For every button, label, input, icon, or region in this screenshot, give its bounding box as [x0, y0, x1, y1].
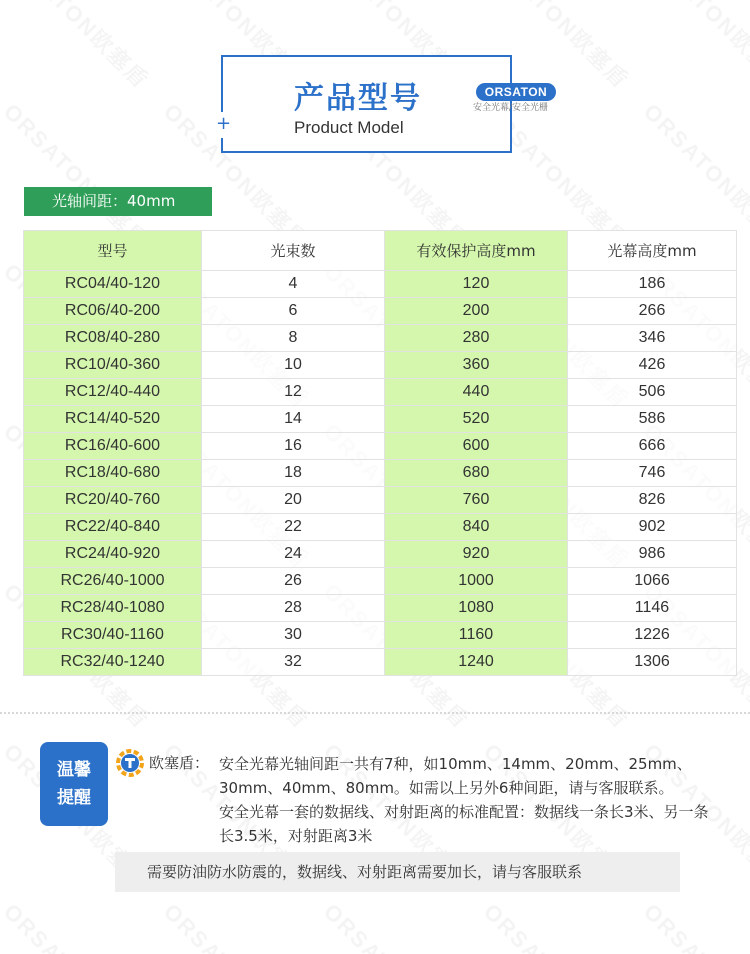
plus-icon: + [216, 113, 232, 134]
cell-beam-count: 4 [202, 271, 385, 298]
tip-badge-line2: 提醒 [57, 788, 91, 808]
cell-protection-height: 440 [385, 379, 568, 406]
table-row [24, 271, 737, 298]
cell-beam-count: 8 [202, 325, 385, 352]
cell-model: RC26/40-1000 [24, 568, 202, 595]
tip-line-config: 安全光幕一套的数据线、对射距离的标准配置：数据线一条长3米、另一条长3.5米，对射距离3米 [219, 803, 709, 845]
table-row [24, 487, 737, 514]
cell-beam-count: 24 [202, 541, 385, 568]
cell-beam-count: 6 [202, 298, 385, 325]
watermark-text [0, 896, 157, 954]
tip-brand-name: 欧塞盾： [149, 754, 210, 772]
cell-curtain-height: 666 [568, 433, 737, 460]
cell-beam-count: 20 [202, 487, 385, 514]
cell-curtain-height: 266 [568, 298, 737, 325]
cell-protection-height: 760 [385, 487, 568, 514]
header-model: 型号 [24, 231, 202, 271]
cell-beam-count: 32 [202, 649, 385, 676]
cell-protection-height: 200 [385, 298, 568, 325]
header-beam-count: 光束数 [202, 231, 385, 271]
cell-beam-count: 16 [202, 433, 385, 460]
cell-model: RC28/40-1080 [24, 595, 202, 622]
cell-protection-height: 120 [385, 271, 568, 298]
cell-model: RC30/40-1160 [24, 622, 202, 649]
cell-protection-height: 1160 [385, 622, 568, 649]
table-row [24, 595, 737, 622]
cell-beam-count: 30 [202, 622, 385, 649]
table-row [24, 514, 737, 541]
cell-model: RC22/40-840 [24, 514, 202, 541]
table-row [24, 406, 737, 433]
table-row [24, 460, 737, 487]
axis-spacing-label: 光轴间距：40mm [24, 187, 212, 216]
cell-model: RC10/40-360 [24, 352, 202, 379]
tip-text [219, 752, 719, 848]
cell-model: RC24/40-920 [24, 541, 202, 568]
cell-beam-count: 14 [202, 406, 385, 433]
watermark-text [0, 0, 157, 95]
cell-curtain-height: 346 [568, 325, 737, 352]
cell-beam-count: 18 [202, 460, 385, 487]
cell-curtain-height: 186 [568, 271, 737, 298]
cell-curtain-height: 426 [568, 352, 737, 379]
cell-model: RC20/40-760 [24, 487, 202, 514]
cell-protection-height: 520 [385, 406, 568, 433]
cell-curtain-height: 1226 [568, 622, 737, 649]
cell-protection-height: 1000 [385, 568, 568, 595]
cell-curtain-height: 986 [568, 541, 737, 568]
cell-curtain-height: 586 [568, 406, 737, 433]
cell-protection-height: 1240 [385, 649, 568, 676]
cell-curtain-height: 746 [568, 460, 737, 487]
cell-protection-height: 920 [385, 541, 568, 568]
cell-model: RC06/40-200 [24, 298, 202, 325]
cell-protection-height: 1080 [385, 595, 568, 622]
watermark-text [157, 896, 316, 954]
page-subtitle: Product Model [294, 118, 404, 137]
table-row [24, 352, 737, 379]
product-model-table [23, 230, 737, 676]
table-row [24, 325, 737, 352]
cell-model: RC14/40-520 [24, 406, 202, 433]
watermark-text [477, 896, 636, 954]
tip-line-spacing: 安全光幕光轴间距一共有7种，如10mm、14mm、20mm、25mm、30mm、40mm、80mm。如需以上另外6种间距，请与客服联系。 [219, 755, 692, 797]
table-row [24, 433, 737, 460]
watermark-text [637, 0, 750, 95]
cell-curtain-height: 826 [568, 487, 737, 514]
cell-curtain-height: 506 [568, 379, 737, 406]
cell-model: RC08/40-280 [24, 325, 202, 352]
cell-curtain-height: 1306 [568, 649, 737, 676]
cell-curtain-height: 1066 [568, 568, 737, 595]
table-row [24, 379, 737, 406]
cell-beam-count: 12 [202, 379, 385, 406]
cell-protection-height: 840 [385, 514, 568, 541]
cell-beam-count: 28 [202, 595, 385, 622]
header-protection-height: 有效保护高度mm [385, 231, 568, 271]
table-row [24, 649, 737, 676]
cell-model: RC18/40-680 [24, 460, 202, 487]
brand-tagline: 安全光幕/安全光栅 [473, 103, 549, 113]
table-row [24, 541, 737, 568]
cell-model: RC16/40-600 [24, 433, 202, 460]
orsaton-logo-icon [115, 748, 145, 778]
cell-protection-height: 680 [385, 460, 568, 487]
table-header-row [24, 231, 737, 271]
cell-model: RC32/40-1240 [24, 649, 202, 676]
cell-curtain-height: 902 [568, 514, 737, 541]
tip-note-box: 需要防油防水防震的，数据线、对射距离需要加长，请与客服联系 [115, 852, 680, 892]
cell-protection-height: 280 [385, 325, 568, 352]
brand-badge: ORSATON [476, 83, 556, 101]
watermark-text [637, 896, 750, 954]
header-curtain-height: 光幕高度mm [568, 231, 737, 271]
cell-model: RC04/40-120 [24, 271, 202, 298]
watermark-text [317, 896, 476, 954]
cell-protection-height: 600 [385, 433, 568, 460]
tip-badge-line1: 温馨 [57, 760, 91, 780]
page-title: 产品型号 [294, 81, 422, 116]
cell-beam-count: 10 [202, 352, 385, 379]
cell-protection-height: 360 [385, 352, 568, 379]
warm-tip-badge [40, 742, 108, 826]
cell-curtain-height: 1146 [568, 595, 737, 622]
table-row [24, 622, 737, 649]
section-divider [0, 712, 750, 714]
table-row [24, 568, 737, 595]
cell-model: RC12/40-440 [24, 379, 202, 406]
table-row [24, 298, 737, 325]
cell-beam-count: 26 [202, 568, 385, 595]
cell-beam-count: 22 [202, 514, 385, 541]
